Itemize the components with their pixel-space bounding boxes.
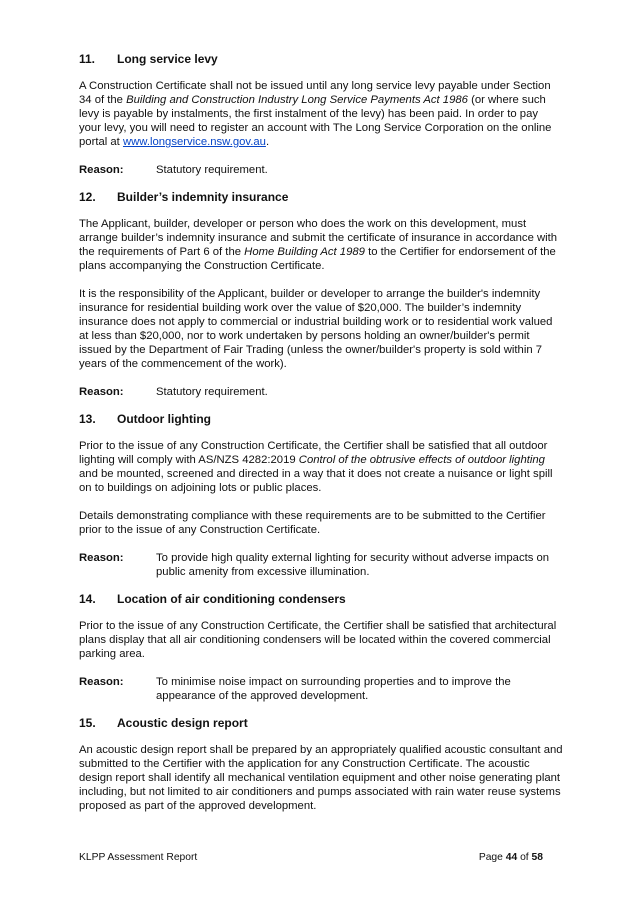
- reason-text: Statutory requirement.: [156, 164, 268, 176]
- reason-label: Reason:: [79, 552, 124, 564]
- report-name: KLPP Assessment Report: [79, 852, 198, 863]
- section-number: 11.: [79, 52, 96, 66]
- section-title: Location of air conditioning condensers: [117, 592, 346, 606]
- section-title: Builder’s indemnity insurance: [117, 190, 289, 204]
- page-number: [479, 852, 543, 863]
- section-heading: [79, 412, 563, 426]
- section-title: Outdoor lighting: [117, 412, 211, 426]
- text-run: to the Certifier for endorsement of the plans accompanying the Construction Certificate.: [79, 246, 556, 272]
- page-prefix: Page: [478, 852, 506, 863]
- act-title: Home Building Act 1989: [244, 246, 365, 258]
- paragraph: Details demonstrating compliance with these requirements are to be submitted to the Certifier prior to the issue of any Construction Certificate.: [79, 510, 546, 536]
- paragraph: Prior to the issue of any Construction Certificate, the Certifier shall be satisfied that architectural plans display that all air conditioning condensers will be located within the covered commercial parking area.: [79, 620, 557, 660]
- standard-title: Control of the obtrusive effects of outdoor lighting: [298, 454, 545, 466]
- paragraph: [79, 439, 563, 495]
- reason-label: Reason:: [79, 676, 124, 688]
- document-body: [79, 52, 563, 827]
- paragraph: It is the responsibility of the Applicant, builder or developer to arrange the builder's indemnity insurance for residential building work over the value of $20,000. The builder’s indemnity insurance does not apply to commercial or industrial building work or to residential work valued at less than $20,000, nor to work undertaken by persons holding an owner/builder's permit issued by the Department of Fair Trading (unless the owner/builder's property is sold within 7 years of the commencement of the work).: [79, 288, 553, 370]
- act-title: Building and Construction Industry Long Service Payments Act 1986: [126, 94, 468, 106]
- paragraph: [79, 79, 563, 149]
- reason-row: [79, 385, 563, 399]
- reason-row: [79, 551, 563, 579]
- reason-text: Statutory requirement.: [156, 386, 268, 398]
- section-number: 12.: [79, 190, 96, 204]
- reason-label: Reason:: [79, 164, 124, 176]
- section-number: 13.: [79, 412, 96, 426]
- section-heading: [79, 592, 563, 606]
- section-heading: [79, 716, 563, 730]
- text-run: A Construction Certificate shall not be issued until any long service levy payable under Section 34 of the: [79, 80, 551, 106]
- page-footer: [79, 852, 543, 863]
- section-number: 15.: [79, 716, 96, 730]
- page-of: of: [517, 852, 532, 863]
- text-run: (or where such levy is payable by instalments, the first instalment of the levy) has been paid. In order to pay your levy, you will need to register an account with The Long Service Corporation on the online portal at: [79, 94, 552, 148]
- section-heading: [79, 52, 563, 66]
- paragraph: An acoustic design report shall be prepared by an appropriately qualified acoustic consultant and submitted to the Certifier with the application for any Construction Certificate. The acoustic design report shall identify all mechanical ventilation equipment and other noise generating plant including, but not limited to air conditioners and pumps associated with rain water reuse systems proposed as part of the approved development.: [79, 744, 563, 812]
- section-title: Acoustic design report: [117, 716, 248, 730]
- reason-row: [79, 163, 563, 177]
- reason-text: To minimise noise impact on surrounding properties and to improve the appearance of the approved development.: [156, 676, 511, 702]
- section-heading: [79, 190, 563, 204]
- paragraph: [79, 217, 563, 273]
- section-title: Long service levy: [117, 52, 218, 66]
- reason-label: Reason:: [79, 386, 124, 398]
- longservice-link[interactable]: www.longservice.nsw.gov.au: [122, 136, 266, 148]
- text-run: Prior to the issue of any Construction Certificate, the Certifier shall be satisfied that all outdoor lighting will comply with AS/NZS 4282:2019: [79, 440, 548, 466]
- reason-row: [79, 675, 563, 703]
- section-number: 14.: [79, 592, 96, 606]
- reason-text: To provide high quality external lighting for security without adverse impacts on public amenity from excessive illumination.: [156, 552, 550, 578]
- text-run: and be mounted, screened and directed in a way that it does not create a nuisance or light spill on to buildings on adjoining lots or public places.: [79, 468, 553, 494]
- text-run: The Applicant, builder, developer or person who does the work on this development, must arrange builder’s indemnity insurance and submit the certificate of insurance in accordance with the requirements of Part 6 of the: [79, 218, 558, 258]
- page-total: 58: [531, 852, 543, 863]
- page-current: 44: [505, 852, 518, 863]
- text-run: .: [265, 136, 270, 148]
